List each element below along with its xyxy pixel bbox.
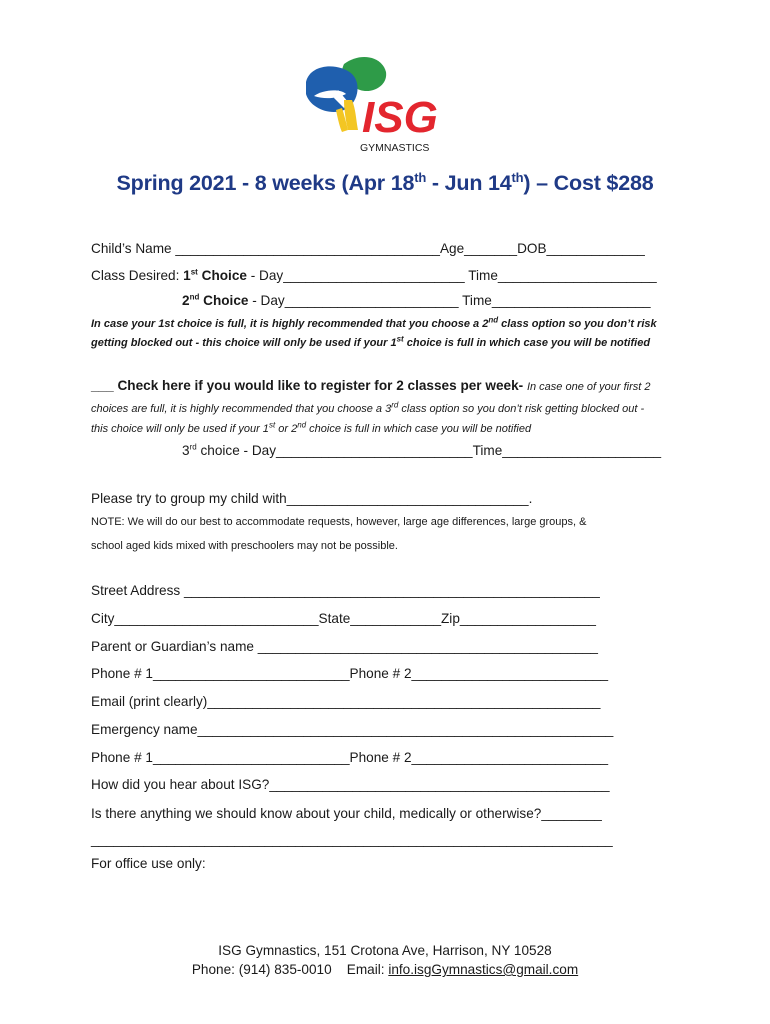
choice-word: Choice [197, 268, 247, 283]
title-sup: th [511, 169, 524, 185]
page-title [0, 171, 770, 196]
street-address-field[interactable]: Street Address _______________________________________________________ [91, 583, 600, 598]
note-line-1: NOTE: We will do our best to accommodate requests, however, large age differences, large groups, & [91, 516, 587, 528]
choice-num: 3 [182, 443, 190, 458]
choice-note-line-1 [91, 315, 657, 330]
note-sup: st [268, 420, 276, 430]
title-text: ) – Cost $288 [523, 171, 654, 195]
class-first-choice-line[interactable] [91, 268, 657, 283]
choice-sup: rd [189, 442, 197, 452]
class-label: Class Desired: [91, 268, 184, 283]
check-note-line-2 [91, 400, 645, 415]
note-sup: nd [488, 315, 499, 325]
title-sup: th [414, 169, 427, 185]
emergency-phone-fields[interactable]: Phone # 1__________________________Phone # 2__________________________ [91, 750, 609, 765]
note-sup: nd [297, 420, 307, 430]
choice-fields: - Day________________________ Time_____________________ [246, 268, 657, 283]
medical-info-continuation[interactable]: _____________________________________________________________________ [91, 832, 613, 847]
note-text: choice is full in which case you will be notified [403, 337, 651, 349]
note-text: class option so you don’t risk [498, 318, 657, 330]
class-second-choice-line[interactable] [182, 293, 651, 308]
note-text: choices are full, it is highly recommended that you choose a 3 [91, 403, 392, 415]
two-classes-checkbox-line[interactable] [91, 377, 650, 395]
choice-sup: nd [189, 292, 200, 302]
note-line-2: school aged kids mixed with preschoolers may not be possible. [91, 540, 398, 552]
logo-letters: ISG [362, 93, 438, 142]
third-choice-line[interactable] [182, 443, 661, 458]
footer-email-label: Email: [346, 962, 389, 977]
footer-phone: Phone: (914) 835-0010 [191, 962, 332, 977]
choice-sup: st [190, 267, 198, 277]
check-label: ___ Check here if you would like to register for 2 classes per week [91, 378, 519, 393]
phone-fields[interactable]: Phone # 1__________________________Phone # 2__________________________ [91, 666, 609, 681]
group-child-line[interactable]: Please try to group my child with________________________________. [91, 491, 533, 506]
choice-fields: choice - Day__________________________Time_____________________ [196, 443, 662, 458]
title-text: Spring 2021 - 8 weeks (Apr 18 [116, 171, 415, 195]
footer-email-link[interactable]: info.isgGymnastics@gmail.com [388, 962, 579, 977]
choice-word: Choice [199, 293, 249, 308]
note-text: In case your 1st choice is full, it is highly recommended that you choose a 2 [91, 318, 489, 330]
logo-subtitle: GYMNASTICS [360, 142, 430, 154]
office-use-label: For office use only: [91, 856, 206, 871]
check-note: In case one of your first 2 [526, 381, 651, 393]
email-field[interactable]: Email (print clearly)____________________________________________________ [91, 694, 601, 709]
note-sup: rd [391, 400, 399, 410]
choice-num: 1 [183, 268, 191, 283]
choice-num: 2 [182, 293, 190, 308]
isg-logo [300, 50, 460, 160]
guardian-name-field[interactable]: Parent or Guardian’s name _____________________________________________ [91, 639, 598, 654]
emergency-name-field[interactable]: Emergency name_______________________________________________________ [91, 722, 614, 737]
note-text: class option so you don’t risk getting blocked out - [398, 403, 645, 415]
choice-note-line-2 [91, 334, 651, 349]
note-text: getting blocked out - this choice will only be used if your 1 [91, 337, 397, 349]
hear-about-field[interactable]: How did you hear about ISG?_____________________________________________ [91, 777, 610, 792]
note-text: or 2 [275, 423, 298, 435]
title-text: - Jun 14 [426, 171, 512, 195]
medical-info-field[interactable]: Is there anything we should know about your child, medically or otherwise?________ [91, 806, 602, 821]
note-sup: st [396, 334, 404, 344]
child-name-line[interactable]: Child’s Name ___________________________________Age_______DOB_____________ [91, 241, 645, 256]
check-dash: - [518, 378, 527, 393]
footer-contact [0, 962, 770, 977]
footer-address: ISG Gymnastics, 151 Crotona Ave, Harrison, NY 10528 [218, 943, 552, 958]
check-note-line-3 [91, 420, 532, 435]
choice-fields: - Day_______________________ Time_____________________ [248, 293, 651, 308]
city-state-zip-field[interactable]: City___________________________State____________Zip__________________ [91, 611, 596, 626]
note-text: choice is full in which case you will be notified [306, 423, 532, 435]
note-text: this choice will only be used if your 1 [91, 423, 269, 435]
